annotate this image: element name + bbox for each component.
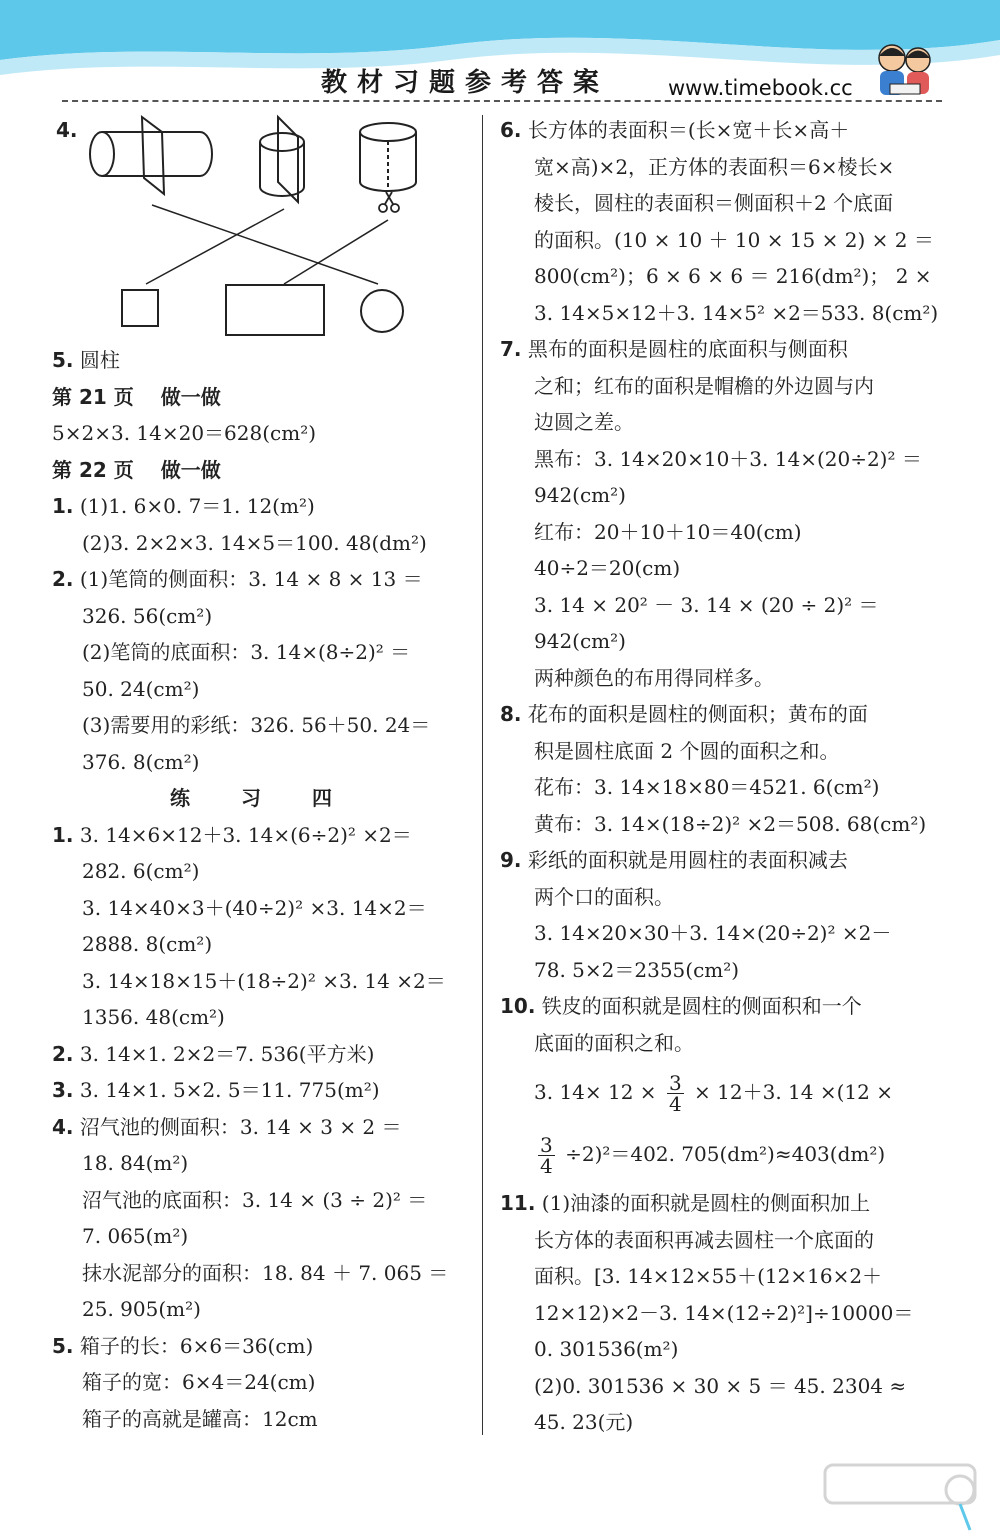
answer-7: 7. 黑布的面积是圆柱的底面积与侧面积 之和；红布的面积是帽檐的外边圆与内 边圆之差。 黑布：3. 14×20×10＋3. 14×(20÷2)² ＝ 942(cm²) 红布：20＋10＋10＝40(cm) 40÷2＝20(cm) 3. 14 × 20² － 3. 14 × (20 ÷ 2)² ＝ 942(cm²) 两种颜色的布用得同样多。 bbox=[500, 337, 922, 690]
answer-9: 9. 彩纸的面积就是用圆柱的表面积减去 两个口的面积。 3. 14×20×30＋3. 14×(20÷2)² ×2－ 78. 5×2＝2355(cm²) bbox=[500, 848, 892, 982]
right-column bbox=[500, 112, 940, 1441]
answer-p21: 5×2×3. 14×20＝628(cm²) bbox=[52, 421, 317, 445]
vertical-cylinder-icon bbox=[260, 117, 304, 202]
cylinder-cut-diagram bbox=[52, 112, 472, 342]
left-column bbox=[52, 112, 472, 1437]
exercise-title: 练 习 四 bbox=[170, 786, 354, 810]
circle-icon bbox=[361, 290, 403, 332]
matching-figure bbox=[52, 112, 472, 342]
section-heading-22: 第 22 页 做一做 bbox=[52, 457, 221, 482]
exercise-1: 1. 3. 14×6×12＋3. 14×(6÷2)² ×2＝ 282. 6(cm²) 3. 14×40×3＋(40÷2)² ×3. 14×2＝ 2888. 8(cm²) 3. 14×18×15＋(18÷2)² ×3. 14 ×2＝ 1356. 48(cm²) bbox=[52, 822, 446, 1029]
horizontal-cylinder-icon bbox=[90, 117, 212, 194]
column-divider bbox=[482, 115, 483, 1435]
answer-p22-2: 2. (1)笔筒的侧面积：3. 14 × 8 × 13 ＝ 326. 56(cm²) (2)笔筒的底面积：3. 14×(8÷2)² ＝ 50. 24(cm²) (3)需要用的彩纸：326. 56＋50. 24＝ 376. 8(cm²) bbox=[52, 567, 431, 774]
rectangle-icon bbox=[226, 285, 324, 335]
header-url: www.timebook.cc bbox=[668, 76, 853, 100]
scissors-icon bbox=[379, 192, 399, 212]
matching-lines bbox=[146, 205, 388, 284]
question-number: 4. bbox=[56, 118, 78, 142]
fraction: $\frac{3}{4}$ bbox=[540, 1133, 553, 1178]
exercise-5: 5. 箱子的长：6×6＝36(cm) 箱子的宽：6×4＝24(cm) 箱子的高就是罐高：12cm bbox=[52, 1333, 318, 1431]
answer-10: 10. 铁皮的面积就是圆柱的侧面积和一个 底面的面积之和。 3. 14× 12 × $\frac{3}{4}$ × 12＋3. 14 ×(12 × $\frac{3}{4}$ ÷2)²＝402. 705(dm²)≈403(dm²) bbox=[500, 994, 893, 1178]
header-divider bbox=[62, 100, 942, 102]
answer-p22-1: 1. (1)1. 6×0. 7＝1. 12(m²) (2)3. 2×2×3. 14×5＝100. 48(dm²) bbox=[52, 494, 427, 555]
answer-5: 5. 圆柱 bbox=[52, 348, 120, 372]
section-heading-21: 第 21 页 做一做 bbox=[52, 384, 221, 409]
exercise-3: 3. 3. 14×1. 5×2. 5＝11. 775(m²) bbox=[52, 1078, 380, 1102]
answer-8: 8. 花布的面积是圆柱的侧面积；黄布的面 积是圆柱底面 2 个圆的面积之和。 花布：3. 14×18×80＝4521. 6(cm²) 黄布：3. 14×(18÷2)² ×2＝508. 68(cm²) bbox=[500, 702, 927, 836]
fraction: $\frac{3}{4}$ bbox=[668, 1071, 682, 1116]
exercise-2: 2. 3. 14×1. 2×2＝7. 536(平方米) bbox=[52, 1041, 375, 1066]
tall-cylinder-icon bbox=[360, 123, 416, 192]
mascot-icon bbox=[870, 38, 940, 108]
answer-6: 6. 长方体的表面积＝(长×宽＋长×高＋ 宽×高)×2，正方体的表面积＝6×棱长× 棱长，圆柱的表面积＝侧面积＋2 个底面 的面积。(10 × 10 ＋ 10 × 15 × 2) × 2 ＝ 800(cm²)；6 × 6 × 6 ＝ 216(dm²)； 2 × 3. 14×5×12＋3. 14×5² ×2＝533. 8(cm²) bbox=[500, 118, 939, 325]
square-icon bbox=[122, 290, 158, 326]
exercise-4: 4. 沼气池的侧面积：3. 14 × 3 × 2 ＝ 18. 84(m²) 沼气池的底面积：3. 14 × (3 ÷ 2)² ＝ 7. 065(m²) 抹水泥部分的面积：18. 84 ＋ 7. 065 ＝ 25. 905(m²) bbox=[52, 1114, 449, 1321]
answer-11: 11. (1)油漆的面积就是圆柱的侧面积加上 长方体的表面积再减去圆柱一个底面的 面积。[3. 14×12×55＋(12×16×2＋ 12×12)×2－3. 14×(12÷2)²]÷10000＝ 0. 301536(m²) (2)0. 301536 × 30 × 5 ＝ 45. 2304 ≈ 45. 23(元) bbox=[500, 1191, 914, 1434]
header-title: 教材习题参考答案 bbox=[320, 68, 609, 98]
watermark-logo-icon bbox=[820, 1460, 990, 1535]
